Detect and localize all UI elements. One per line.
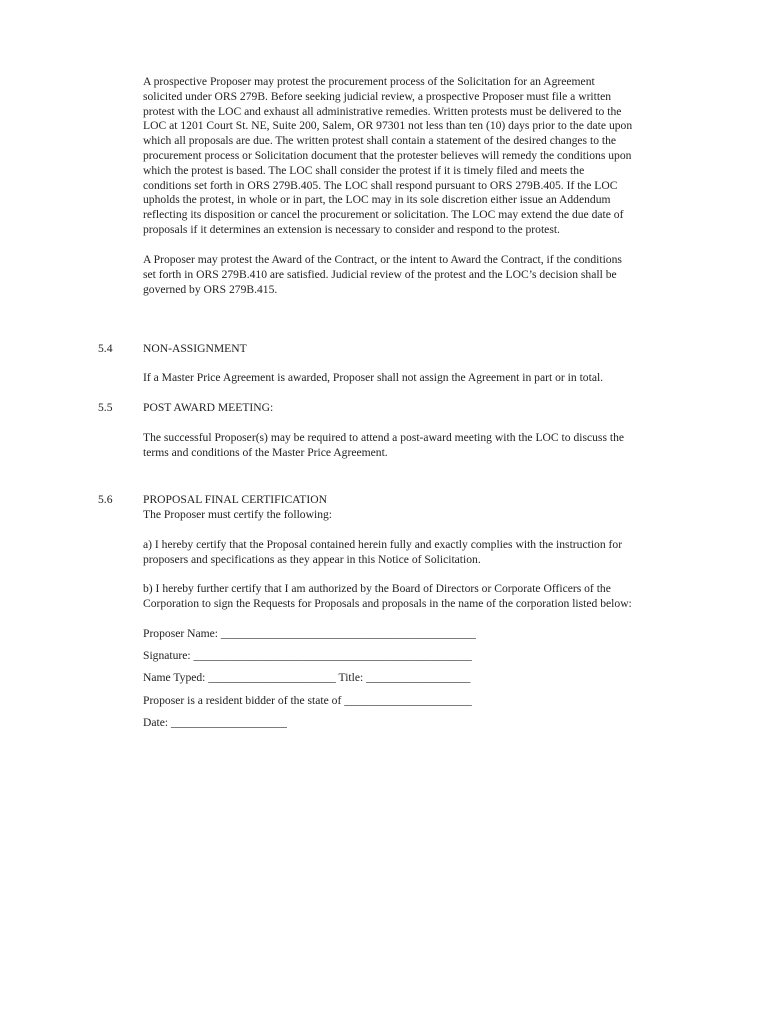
text-line: conditions set forth in ORS 279B.405. The LOC shall respond pursuant to ORS 279B.405. If the LOC <box>143 178 618 192</box>
signature-field[interactable]: Signature: ________________________________________________ <box>143 649 472 662</box>
text-line: Corporation to sign the Requests for Proposals and proposals in the name of the corporation listed below: <box>143 596 632 610</box>
section-number-5-6: 5.6 <box>98 493 113 506</box>
text-line: A prospective Proposer may protest the procurement process of the Solicitation for an Agreement <box>143 75 595 88</box>
text-line: The successful Proposer(s) may be required to attend a post-award meeting with the LOC to discuss the <box>143 431 625 444</box>
text-line: proposals if it determines an extension is necessary to consider and respond to the protest. <box>143 222 560 236</box>
text-line: solicited under ORS 279B. Before seeking judicial review, a prospective Proposer must file a written <box>143 89 612 103</box>
text-line: a) I hereby certify that the Proposal contained herein fully and exactly complies with the instruction for <box>143 538 623 551</box>
name-typed-title-field[interactable]: Name Typed: ______________________ Title: __________________ <box>143 671 471 684</box>
non-assignment-text: If a Master Price Agreement is awarded, Proposer shall not assign the Agreement in part or in total. <box>143 371 604 384</box>
text-line: LOC at 1201 Court St. NE, Suite 200, Salem, OR 97301 not less than ten (10) days prior to the date upon <box>143 119 633 133</box>
certification-item-b <box>143 582 683 612</box>
section-heading-proposal-final-certification: PROPOSAL FINAL CERTIFICATION <box>143 493 327 506</box>
text-line: terms and conditions of the Master Price Agreement. <box>143 445 388 459</box>
protest-paragraph-2 <box>143 253 683 297</box>
text-line: reflecting its disposition or cancel the procurement or solicitation. The LOC may extend the due date of <box>143 208 624 222</box>
resident-state-field[interactable]: Proposer is a resident bidder of the state of ______________________ <box>143 694 472 707</box>
text-line: which the protest is based. The LOC shall consider the protest if it is timely filed and meets the <box>143 163 585 177</box>
protest-paragraph-1 <box>143 75 683 238</box>
text-line: upholds the protest, in whole or in part, the LOC may in its sole discretion either issue an Addendum <box>143 193 611 207</box>
section-number-5-5: 5.5 <box>98 401 113 414</box>
text-line: b) I hereby further certify that I am authorized by the Board of Directors or Corporate Officers of the <box>143 582 611 595</box>
text-line: governed by ORS 279B.415. <box>143 282 278 296</box>
section-heading-post-award-meeting: POST AWARD MEETING: <box>143 401 274 414</box>
text-line: A Proposer may protest the Award of the Contract, or the intent to Award the Contract, if the conditions <box>143 253 622 266</box>
text-line: protest with the LOC and exhaust all administrative remedies. Written protests must be delivered to the <box>143 104 622 118</box>
text-line: procurement process or Solicitation document that the protester believes will remedy the conditions upon <box>143 148 632 162</box>
date-field[interactable]: Date: ____________________ <box>143 716 287 729</box>
certification-intro: The Proposer must certify the following: <box>143 508 333 521</box>
section-number-5-4: 5.4 <box>98 342 113 355</box>
text-line: proposers and specifications as they appear in this Notice of Solicitation. <box>143 552 481 566</box>
section-heading-non-assignment: NON-ASSIGNMENT <box>143 342 247 355</box>
text-line: set forth in ORS 279B.410 are satisfied. Judicial review of the protest and the LOC’s decision shall be <box>143 267 617 281</box>
text-line: which all proposals are due. The written protest shall contain a statement of the desired changes to the <box>143 134 617 148</box>
proposer-name-field[interactable]: Proposer Name: ____________________________________________ <box>143 627 476 640</box>
post-award-meeting-text <box>143 431 683 461</box>
certification-item-a <box>143 538 683 568</box>
